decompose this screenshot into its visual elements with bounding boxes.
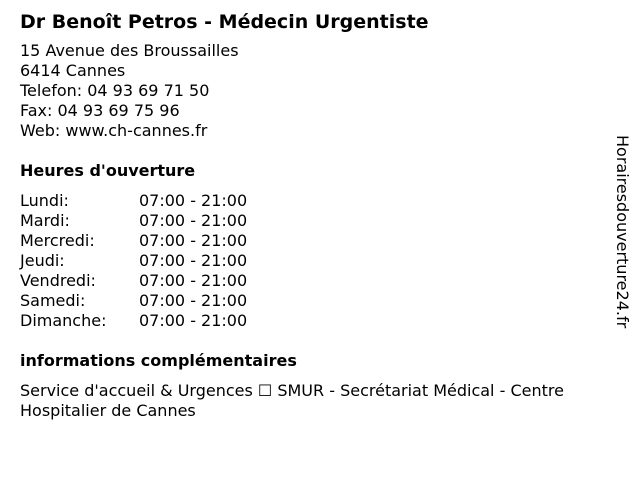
day-label: Mercredi: — [20, 231, 95, 250]
hours-row-tuesday — [20, 211, 590, 231]
day-label: Jeudi: — [20, 251, 65, 270]
time-range: 07:00 - 21:00 — [139, 311, 248, 330]
hours-row-monday — [20, 191, 590, 211]
hours-row-friday — [20, 271, 590, 291]
time-range: 07:00 - 21:00 — [139, 291, 248, 310]
day-label: Samedi: — [20, 291, 86, 310]
hours-row-thursday — [20, 251, 590, 271]
address-block — [20, 41, 590, 141]
hours-row-saturday — [20, 291, 590, 311]
opening-hours-heading: Heures d'ouverture — [20, 161, 196, 180]
additional-info-text: Service d'accueil & Urgences ☐ SMUR - Secrétariat Médical - Centre Hospitalier de Cannes — [20, 381, 564, 420]
time-range: 07:00 - 21:00 — [139, 211, 248, 230]
hours-row-sunday — [20, 311, 590, 331]
hours-row-wednesday — [20, 231, 590, 251]
day-label: Lundi: — [20, 191, 69, 210]
website-link[interactable]: Web: www.ch-cannes.fr — [20, 121, 208, 140]
additional-info-heading: informations complémentaires — [20, 351, 297, 370]
time-range: 07:00 - 21:00 — [139, 271, 248, 290]
phone-number[interactable]: Telefon: 04 93 69 71 50 — [20, 81, 210, 100]
opening-hours-table — [20, 191, 590, 331]
time-range: 07:00 - 21:00 — [139, 251, 248, 270]
time-range: 07:00 - 21:00 — [139, 231, 248, 250]
day-label: Vendredi: — [20, 271, 96, 290]
city-address: 6414 Cannes — [20, 61, 126, 80]
site-watermark: Horairesdouverture24.fr — [613, 135, 632, 329]
day-label: Mardi: — [20, 211, 70, 230]
fax-number: Fax: 04 93 69 75 96 — [20, 101, 180, 120]
listing-card — [20, 8, 590, 421]
day-label: Dimanche: — [20, 311, 107, 330]
time-range: 07:00 - 21:00 — [139, 191, 248, 210]
page-title: Dr Benoît Petros - Médecin Urgentiste — [20, 11, 429, 33]
street-address: 15 Avenue des Broussailles — [20, 41, 239, 60]
